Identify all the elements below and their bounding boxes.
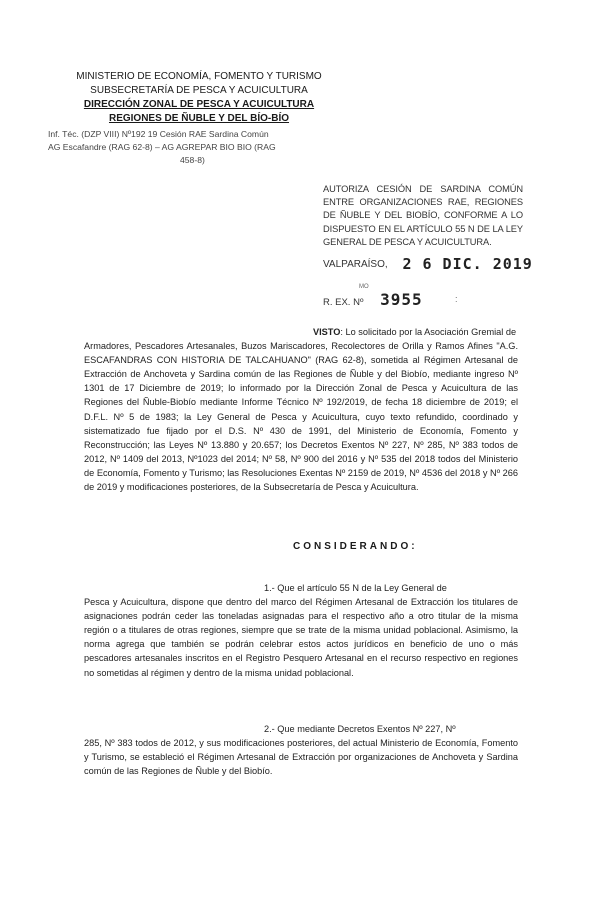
visto-first-line (84, 325, 518, 339)
visto-section (84, 325, 518, 494)
resolution-summary: AUTORIZA CESIÓN DE SARDINA COMÚN ENTRE ORGANIZACIONES RAE, REGIONES DE ÑUBLE Y DEL BIOBÍO, CONFORME A LO DISPUESTO EN EL ARTÍCULO 55 N DE LA LEY GENERAL DE PESCA Y ACUICULTURA. (323, 184, 523, 247)
reference-line-2: AG Escafandre (RAG 62-8) – AG AGREPAR BIO BIO (RAG (48, 142, 276, 152)
resolution-superscript: MO (359, 284, 369, 290)
visto-label: VISTO (313, 327, 341, 337)
resolution-number-line (323, 284, 543, 309)
resolution-mark: : (455, 294, 458, 304)
ministry-name: MINISTERIO DE ECONOMÍA, FOMENTO Y TURISMO (76, 71, 322, 82)
considerando-heading: CONSIDERANDO: (293, 541, 418, 552)
resolution-number: 3955 (380, 290, 423, 309)
letterhead (64, 70, 334, 126)
visto-first-text: : Lo solicitado por la Asociación Gremial de (340, 327, 517, 337)
date-place: VALPARAÍSO, (323, 259, 388, 270)
paragraph-1-lead: 1.- Que el artículo 55 N de la Ley General de (264, 583, 447, 593)
reference-block (48, 128, 348, 167)
regiones-name: REGIONES DE ÑUBLE Y DEL BÍO-BÍO (108, 113, 290, 124)
reference-line-1: Inf. Téc. (DZP VIII) Nº192 19 Cesión RAE Sardina Común (48, 129, 269, 139)
considerando-paragraph-1 (84, 581, 518, 680)
subsecretaria-name: SUBSECRETARÍA DE PESCA Y ACUICULTURA (90, 85, 308, 96)
date-stamp: 2 6 DIC. 2019 (402, 255, 533, 273)
visto-text: Armadores, Pescadores Artesanales, Buzos Mariscadores, Recolectores de Orilla y Ramos Afines "A.G. ESCAFANDRAS CON HISTORIA DE TALCAHUANO" (RAG 62-8), sometida al Régimen Artesanal de Extracción de Anchoveta y Sardina común de las Regiones de Ñuble y del Biobío, mediante ingreso Nº 1301 de 17 Diciembre de 2019; lo informado por la Dirección Zonal de Pesca y Acuicultura de las Regiones del Ñuble-Biobío mediante Informe Técnico Nº 192/2019, de fecha 18 diciembre de 2019; el D.F.L. Nº 5 de 1983; la Ley General de Pesca y Acuicultura, cuyo texto refundido, coordinado y sistematizado fue fijado por el D.S. Nº 430 de 1991, del Ministerio de Economía, Fomento y Reconstrucción; las Leyes Nº 13.880 y 20.657; los Decretos Exentos Nº 227, Nº 285, Nº 383 todos de 2012, Nº 1409 del 2013, Nº1023 del 2014; Nº 58, Nº 900 del 2016 y Nº 535 del 2018 todos del Ministerio de Economía, Fomento y Turismo; las Resoluciones Exentas Nº 2159 de 2019, Nº 4536 del 2018 y Nº 266 de 2019 y modificaciones posteriores, de la Subsecretaría de Pesca y Acuicultura. (84, 341, 518, 493)
paragraph-1-text: Pesca y Acuicultura, dispone que dentro del marco del Régimen Artesanal de Extracción los titulares de asignaciones podrán ceder las toneladas asignadas para el respectivo año a otro titular de la misma región o a titulares de otras regiones, siempre que se trate de la misma unidad poblacional. Asimismo, la norma agrega que también se podrán celebrar estos actos jurídicos en beneficio de uno o más pescadores artesanales inscritos en el Registro Pesquero Artesanal en el recurso respectivo en regiones no sometidas al régimen y dentro de la misma unidad poblacional. (84, 597, 518, 678)
considerando-paragraph-2 (84, 722, 518, 778)
date-line (323, 253, 543, 271)
direccion-name: DIRECCIÓN ZONAL DE PESCA Y ACUICULTURA (83, 99, 315, 110)
resolution-label: R. EX. Nº (323, 297, 364, 308)
paragraph-2-lead: 2.- Que mediante Decretos Exentos Nº 227, Nº (264, 724, 456, 734)
reference-line-3: 458-8) (180, 155, 205, 165)
paragraph-2-text: 285, Nº 383 todos de 2012, y sus modificaciones posteriores, del actual Ministerio de Economía, Fomento y Turismo, se estableció el Régimen Artesanal de Extracción por organizaciones de Anchoveta y Sardina común de las Regiones de Ñuble y del Biobío. (84, 738, 518, 777)
